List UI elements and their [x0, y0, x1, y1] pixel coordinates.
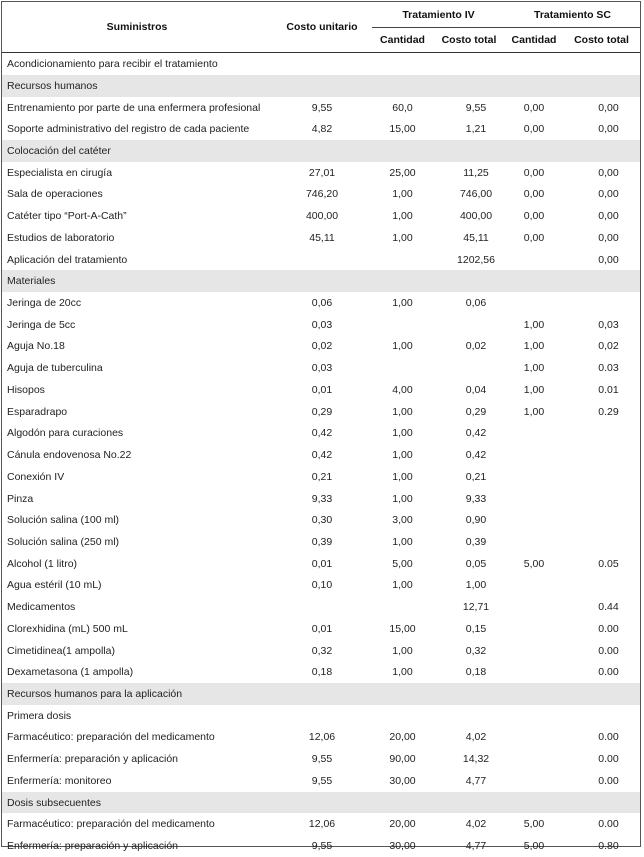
cell-sc-total: 0,02	[598, 340, 619, 353]
cell-sc-qty	[505, 531, 563, 553]
cell-sc-qty: 0,00	[523, 188, 545, 201]
cell-iv-qty: 1,00	[392, 297, 413, 310]
table-row	[2, 97, 640, 119]
table-row	[2, 227, 640, 249]
cell-iv-total: 0,04	[465, 383, 487, 396]
cell-unit-cost	[272, 596, 372, 618]
cell-iv-total: 1,21	[465, 123, 487, 136]
cell-sc-total	[563, 488, 640, 510]
cell-name: Acondicionamiento para recibir el tratamiento	[7, 58, 218, 70]
table-row	[2, 509, 640, 531]
table-row	[2, 357, 640, 379]
table-row	[2, 596, 640, 618]
cell-name: Algodón para curaciones	[7, 427, 124, 440]
cell-sc-total: 0.00	[598, 731, 619, 744]
table-row	[2, 379, 640, 401]
cell-name: Catéter tipo “Port-A-Cath”	[7, 210, 127, 223]
cell-sc-total: 0.00	[598, 818, 619, 831]
cell-unit-cost	[272, 705, 372, 727]
table-row	[2, 444, 640, 466]
cell-sc-total	[563, 792, 640, 814]
cell-sc-qty: 1,00	[523, 318, 545, 331]
table-row	[2, 488, 640, 510]
cell-name: Soporte administrativo del registro de cada paciente	[7, 123, 250, 136]
cell-sc-qty	[505, 770, 563, 792]
cell-sc-qty	[505, 249, 563, 271]
cell-sc-total: 0,00	[598, 123, 619, 136]
cell-name: Pinza	[7, 492, 34, 505]
cell-sc-qty	[505, 423, 563, 445]
cell-name: Esparadrapo	[7, 405, 68, 418]
cell-iv-total: 0,02	[465, 340, 487, 353]
cell-iv-qty	[372, 53, 433, 76]
header-iv-qty: Cantidad	[380, 34, 425, 46]
cell-iv-qty: 1,00	[392, 340, 413, 353]
cell-iv-total: 1,00	[465, 579, 487, 592]
cell-sc-total	[563, 705, 640, 727]
table-row	[2, 249, 640, 271]
cell-sc-total	[563, 509, 640, 531]
cell-iv-qty	[372, 140, 433, 162]
cell-iv-total: 746,00	[459, 188, 493, 201]
cell-iv-qty: 15,00	[389, 123, 416, 136]
cell-iv-qty	[372, 314, 433, 336]
cell-iv-total: 0,21	[465, 470, 487, 483]
cell-unit-cost: 12,06	[308, 818, 336, 831]
cell-sc-qty	[505, 292, 563, 314]
table-row	[2, 813, 640, 835]
cell-name: Clorexhidina (mL) 500 mL	[7, 622, 128, 635]
cell-unit-cost: 12,06	[308, 731, 336, 744]
cell-iv-total: 0,42	[465, 449, 487, 462]
cell-sc-qty	[505, 488, 563, 510]
cell-iv-qty: 1,00	[392, 644, 413, 657]
cell-sc-qty: 0,00	[523, 210, 545, 223]
cell-sc-total	[563, 53, 640, 76]
cell-iv-total: 0,05	[465, 557, 487, 570]
cell-iv-total: 4,02	[465, 731, 487, 744]
cell-iv-qty: 1,00	[392, 535, 413, 548]
cell-name: Materiales	[2, 270, 272, 292]
cell-name: Dosis subsecuentes	[2, 792, 272, 814]
cell-name: Farmacéutico: preparación del medicamento	[7, 818, 215, 831]
cell-iv-total: 0,15	[465, 622, 487, 635]
cell-iv-total: 12,71	[462, 601, 490, 614]
cell-name: Aguja de tuberculina	[7, 362, 103, 375]
cell-unit-cost: 0,30	[311, 514, 333, 527]
table-row	[2, 640, 640, 662]
cell-iv-total: 11,25	[463, 166, 489, 179]
cell-iv-qty: 15,00	[389, 622, 416, 635]
cell-unit-cost	[272, 249, 372, 271]
cell-unit-cost: 0,39	[311, 535, 333, 548]
cell-name: Cánula endovenosa No.22	[7, 449, 132, 462]
cell-name: Medicamentos	[7, 601, 76, 614]
cell-sc-qty	[505, 53, 563, 76]
cell-iv-qty	[372, 705, 433, 727]
header-sc-group: Tratamiento SC	[505, 2, 640, 28]
cell-name: Agua estéril (10 mL)	[7, 579, 102, 592]
table-frame	[1, 1, 641, 853]
cell-iv-qty	[372, 792, 433, 814]
cell-iv-total	[433, 314, 505, 336]
cell-sc-qty	[505, 75, 563, 97]
section-row	[2, 140, 640, 162]
cell-iv-qty	[372, 270, 433, 292]
table-row	[2, 705, 640, 727]
cell-iv-total: 0,39	[465, 535, 487, 548]
cell-sc-qty: 0,00	[523, 123, 545, 136]
cell-name: Estudios de laboratorio	[7, 231, 115, 244]
cell-unit-cost	[272, 792, 372, 814]
cell-name: Recursos humanos para la aplicación	[2, 683, 272, 705]
cell-sc-total	[563, 466, 640, 488]
table-row	[2, 118, 640, 140]
cell-sc-total: 0.00	[598, 666, 619, 679]
cell-iv-qty: 1,00	[392, 492, 413, 505]
table-row	[2, 205, 640, 227]
cell-sc-total: 0.01	[598, 383, 619, 396]
cell-iv-qty: 20,00	[389, 818, 416, 831]
cell-iv-qty: 1,00	[392, 188, 413, 201]
cell-iv-qty: 5,00	[392, 557, 413, 570]
table-row	[2, 184, 640, 206]
cell-name: Sala de operaciones	[7, 188, 103, 201]
cell-sc-total	[563, 575, 640, 597]
cell-sc-total: 0.80	[598, 840, 619, 853]
cell-iv-total: 45,11	[463, 231, 489, 244]
cell-sc-total: 0,00	[598, 188, 619, 201]
cell-iv-qty: 1,00	[392, 427, 413, 440]
cell-sc-total: 0.03	[598, 362, 619, 375]
cell-sc-total: 0.29	[598, 405, 619, 418]
cell-name: Aplicación del tratamiento	[7, 253, 128, 266]
cell-unit-cost	[272, 53, 372, 76]
cell-sc-qty: 1,00	[523, 362, 545, 375]
cell-name: Solución salina (100 ml)	[7, 514, 120, 527]
cell-iv-total: 4,02	[465, 818, 487, 831]
cell-sc-qty: 0,00	[523, 231, 545, 244]
cell-unit-cost: 45,11	[309, 231, 335, 244]
cell-name: Farmacéutico: preparación del medicamento	[7, 731, 215, 744]
cell-unit-cost: 0,01	[311, 557, 333, 570]
cell-sc-qty	[505, 575, 563, 597]
cell-iv-qty: 1,00	[392, 579, 413, 592]
cell-unit-cost: 9,55	[311, 774, 333, 787]
cell-sc-total: 0,03	[598, 318, 619, 331]
cell-sc-total: 0.00	[598, 753, 619, 766]
cell-sc-qty	[505, 596, 563, 618]
table-row	[2, 292, 640, 314]
cell-iv-qty: 90,00	[389, 753, 416, 766]
cell-iv-qty: 25,00	[389, 166, 416, 179]
cell-iv-qty	[372, 249, 433, 271]
table-body	[2, 53, 640, 857]
cell-sc-qty: 1,00	[523, 405, 545, 418]
cell-name: Jeringa de 20cc	[7, 297, 82, 310]
cell-name: Jeringa de 5cc	[7, 318, 76, 331]
cell-unit-cost	[272, 683, 372, 705]
cell-sc-total: 0.05	[598, 557, 619, 570]
cell-iv-total	[433, 683, 505, 705]
cost-table	[2, 2, 640, 857]
cell-sc-total	[563, 292, 640, 314]
cell-unit-cost: 0,01	[311, 622, 333, 635]
cell-sc-qty	[505, 727, 563, 749]
cell-iv-qty: 20,00	[389, 731, 416, 744]
cell-sc-total	[563, 423, 640, 445]
cell-sc-total: 0,00	[598, 166, 619, 179]
cell-iv-qty: 1,00	[392, 449, 413, 462]
cell-sc-qty	[505, 748, 563, 770]
table-row	[2, 336, 640, 358]
cell-sc-qty	[505, 444, 563, 466]
cell-iv-qty	[372, 683, 433, 705]
cell-iv-total: 0,42	[465, 427, 487, 440]
header-unit-cost: Costo unitario	[286, 21, 358, 33]
cell-iv-qty: 30,00	[389, 840, 416, 853]
cell-sc-qty: 1,00	[523, 383, 545, 396]
cell-sc-qty	[505, 661, 563, 683]
cell-iv-total	[433, 53, 505, 76]
cell-iv-qty: 1,00	[392, 470, 413, 483]
cell-name: Entrenamiento por parte de una enfermera profesional	[7, 101, 261, 114]
table-row	[2, 314, 640, 336]
cell-unit-cost	[272, 270, 372, 292]
cell-iv-total	[433, 357, 505, 379]
cell-sc-total: 0.00	[598, 622, 619, 635]
cell-unit-cost: 9,33	[311, 492, 333, 505]
cell-iv-total: 9,33	[465, 492, 487, 505]
cell-name: Conexión IV	[7, 470, 65, 483]
cell-iv-qty: 1,00	[392, 405, 413, 418]
cell-name: Primera dosis	[7, 709, 72, 722]
cell-iv-total	[433, 140, 505, 162]
cell-name: Solución salina (250 ml)	[7, 535, 120, 548]
cell-sc-qty	[505, 270, 563, 292]
cell-sc-total: 0.00	[598, 644, 619, 657]
cell-unit-cost: 9,55	[311, 840, 333, 853]
cell-iv-total: 0,90	[465, 514, 487, 527]
cell-iv-qty: 30,00	[389, 774, 416, 787]
cell-unit-cost: 9,55	[311, 753, 333, 766]
cell-name: Cimetidinea(1 ampolla)	[7, 644, 115, 657]
cell-sc-total	[563, 683, 640, 705]
cell-iv-qty: 1,00	[392, 210, 413, 223]
cell-sc-total	[563, 140, 640, 162]
cell-sc-qty	[505, 140, 563, 162]
cell-name: Alcohol (1 litro)	[7, 557, 78, 570]
table-row	[2, 401, 640, 423]
cell-sc-total: 0,00	[598, 253, 619, 266]
cell-sc-qty: 1,00	[523, 340, 545, 353]
table-row	[2, 466, 640, 488]
cell-sc-qty: 5,00	[523, 557, 545, 570]
cell-unit-cost: 0,03	[311, 362, 333, 375]
cell-sc-qty	[505, 705, 563, 727]
cell-sc-total	[563, 531, 640, 553]
cell-unit-cost: 746,20	[305, 188, 339, 201]
table-row	[2, 727, 640, 749]
cell-iv-total: 4,77	[465, 840, 487, 853]
cell-sc-total: 0.00	[598, 774, 619, 787]
cell-iv-qty	[372, 357, 433, 379]
header-sc-qty: Cantidad	[511, 34, 557, 46]
cell-iv-total: 9,55	[465, 101, 487, 114]
table-row	[2, 531, 640, 553]
cell-sc-total: 0,00	[598, 231, 619, 244]
cell-name: Dexametasona (1 ampolla)	[7, 666, 134, 679]
cell-iv-total: 14,32	[462, 753, 490, 766]
cell-iv-total	[433, 792, 505, 814]
cell-sc-total: 0.44	[598, 601, 619, 614]
cell-iv-qty: 3,00	[392, 514, 413, 527]
cell-unit-cost: 0,02	[311, 340, 333, 353]
cell-sc-qty: 5,00	[523, 818, 545, 831]
cell-name: Aguja No.18	[7, 340, 65, 353]
cell-unit-cost	[272, 140, 372, 162]
table-row	[2, 748, 640, 770]
cell-sc-total	[563, 75, 640, 97]
header-iv-group: Tratamiento IV	[372, 2, 505, 28]
cell-sc-total	[563, 270, 640, 292]
table-row	[2, 835, 640, 857]
cell-sc-qty	[505, 618, 563, 640]
cell-name: Hisopos	[7, 383, 45, 396]
header-sc-total: Costo total	[574, 34, 629, 46]
cell-unit-cost: 0,29	[311, 405, 333, 418]
cell-iv-total: 0,29	[465, 405, 487, 418]
table-row	[2, 423, 640, 445]
header-iv-total: Costo total	[441, 34, 497, 46]
cell-sc-qty	[505, 640, 563, 662]
cell-unit-cost: 0,32	[311, 644, 333, 657]
cell-iv-total	[433, 705, 505, 727]
cell-iv-qty: 60,0	[392, 101, 413, 114]
cell-iv-qty: 1,00	[392, 231, 413, 244]
cell-sc-qty: 0,00	[523, 166, 545, 179]
cell-unit-cost: 0,03	[311, 318, 333, 331]
cell-unit-cost: 9,55	[311, 101, 333, 114]
cell-sc-total: 0,00	[598, 210, 619, 223]
cell-unit-cost: 400,00	[305, 210, 339, 223]
cell-sc-qty	[505, 509, 563, 531]
section-row	[2, 792, 640, 814]
table-row	[2, 553, 640, 575]
cell-unit-cost: 0,10	[311, 579, 333, 592]
cell-iv-total: 400,00	[459, 210, 493, 223]
section-row	[2, 683, 640, 705]
cell-iv-total	[433, 270, 505, 292]
cell-unit-cost	[272, 75, 372, 97]
table-row	[2, 575, 640, 597]
cell-sc-qty: 5,00	[523, 840, 545, 853]
cell-sc-total: 0,00	[598, 101, 619, 114]
cell-unit-cost: 27,01	[308, 166, 336, 179]
cell-unit-cost: 0,42	[311, 427, 333, 440]
cell-unit-cost: 4,82	[311, 123, 333, 136]
section-row	[2, 270, 640, 292]
cell-unit-cost: 0,06	[311, 297, 333, 310]
cell-name: Colocación del catéter	[2, 140, 272, 162]
table-row	[2, 770, 640, 792]
cell-sc-qty	[505, 466, 563, 488]
cell-unit-cost: 0,18	[311, 666, 333, 679]
cell-sc-qty: 0,00	[523, 101, 545, 114]
cell-name: Enfermería: monitoreo	[7, 774, 112, 787]
table-header	[2, 2, 640, 53]
table-row	[2, 162, 640, 184]
cell-unit-cost: 0,42	[311, 449, 333, 462]
section-row	[2, 75, 640, 97]
cell-iv-total: 0,06	[465, 297, 487, 310]
cell-iv-qty	[372, 75, 433, 97]
cell-iv-qty: 1,00	[392, 666, 413, 679]
table-row	[2, 618, 640, 640]
cell-sc-total	[563, 444, 640, 466]
table-row	[2, 53, 640, 76]
cell-name: Especialista en cirugía	[7, 166, 113, 179]
cell-name: Recursos humanos	[2, 75, 272, 97]
cell-iv-total	[433, 75, 505, 97]
cell-unit-cost: 0,01	[311, 383, 333, 396]
header-supplies: Suministros	[106, 21, 168, 33]
cell-iv-total: 1202,56	[457, 253, 495, 266]
cell-iv-total: 4,77	[465, 774, 487, 787]
cell-name: Enfermería: preparación y aplicación	[7, 753, 179, 766]
cell-name: Enfermería: preparación y aplicación	[7, 840, 179, 853]
table-row	[2, 661, 640, 683]
cell-unit-cost: 0,21	[311, 470, 333, 483]
cell-iv-qty: 4,00	[392, 383, 413, 396]
cell-iv-total: 0,32	[465, 644, 487, 657]
cell-sc-qty	[505, 792, 563, 814]
cell-sc-qty	[505, 683, 563, 705]
cell-iv-qty	[372, 596, 433, 618]
cell-iv-total: 0,18	[465, 666, 487, 679]
